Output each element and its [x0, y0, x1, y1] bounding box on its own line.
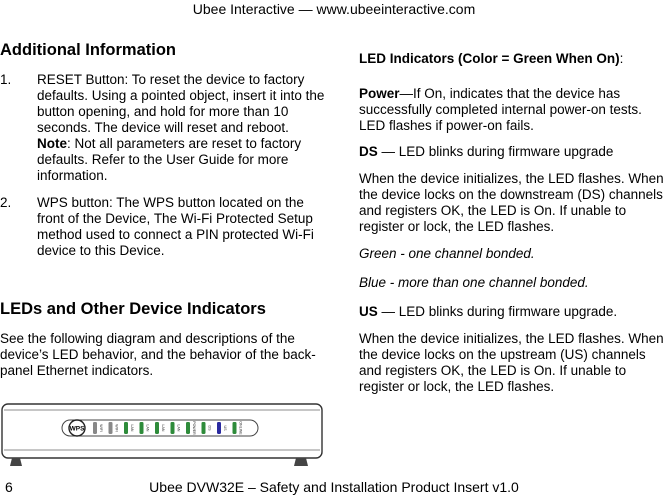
right-column	[359, 51, 664, 395]
reset-description	[37, 72, 326, 184]
led-heading-bold: LED Indicators (Color = Green When On)	[359, 51, 620, 66]
list-item-wps	[0, 195, 326, 259]
leds-heading: LEDs and Other Device Indicators	[0, 300, 266, 318]
led-label: LAN	[161, 424, 165, 432]
reset-text-b: : Not all parameters are reset to factory defaults. Refer to the User Guide for more information.	[37, 136, 302, 183]
page-number: 6	[5, 479, 13, 495]
us-heading	[359, 304, 664, 320]
power-text: —If On, indicates that the device has successfully completed internal power-on tests. LED flashes if power-on fails.	[359, 86, 642, 133]
led-power-6	[186, 422, 190, 434]
wps-button-label: WPS	[69, 425, 85, 433]
page-header: Ubee Interactive — www.ubeeinteractive.com	[192, 1, 476, 17]
led-label: US	[223, 425, 227, 431]
led-lan-4	[155, 422, 159, 434]
led-ds-7	[202, 422, 206, 434]
device-front-panel-diagram	[0, 398, 326, 472]
power-label: Power	[359, 86, 400, 101]
led-us-8	[217, 422, 221, 434]
leds-intro: See the following diagram and descriptions of the device’s LED behavior, and the behavior of the back-panel Ethernet indicators.	[0, 331, 316, 378]
ds-description: When the device initializes, the LED flashes. When the device locks on the downstream (DS) channels and registers OK, the LED is On. If unable to register or lock, the LED flashes.	[359, 171, 664, 234]
led-lan-5	[171, 422, 175, 434]
list-item-reset	[0, 72, 326, 184]
led-label: LAN	[145, 424, 150, 432]
wps-button[interactable]	[69, 420, 85, 436]
led-online-9	[233, 422, 237, 434]
led-label: DS	[207, 425, 212, 431]
led-lan-2	[124, 422, 128, 434]
led-wifi-0	[93, 422, 97, 434]
wps-description: WPS button: The WPS button located on the front of the Device, The Wi-Fi Protected Setup method used to connect a PIN protected Wi-Fi device to this Device.	[37, 195, 314, 258]
reset-text-a: RESET Button: To reset the device to factory defaults. Using a pointed object, insert it into the button opening, and hold for more than 10 seconds. The device will reset and reboot.	[37, 72, 325, 135]
us-label: US	[359, 304, 378, 319]
left-column	[0, 40, 326, 379]
led-strip	[62, 420, 258, 436]
led-label: ONLINE	[238, 421, 243, 435]
led-wifi-1	[109, 422, 113, 434]
device-foot-left	[10, 458, 22, 466]
ds-heading	[359, 144, 664, 160]
page-footer-title: Ubee DVW32E – Safety and Installation Product Insert v1.0	[149, 479, 519, 495]
note-label: Note	[37, 136, 67, 151]
additional-info-heading: Additional Information	[0, 41, 176, 59]
led-label: POWER	[192, 421, 196, 435]
led-label: WIFI	[99, 424, 103, 432]
led-indicators-heading	[359, 51, 664, 67]
green-note: Green - one channel bonded.	[359, 246, 535, 261]
device-foot-right	[294, 458, 308, 466]
blue-note: Blue - more than one channel bonded.	[359, 275, 589, 290]
ds-label: DS	[359, 144, 378, 159]
list-number: 2.	[0, 195, 12, 210]
led-lan-3	[140, 422, 144, 434]
power-description	[359, 86, 664, 134]
led-label: WIFI	[114, 424, 119, 432]
led-heading-tail: :	[619, 51, 624, 66]
us-text: — LED blinks during firmware upgrade.	[377, 304, 618, 319]
ds-text: — LED blinks during firmware upgrade	[377, 144, 614, 159]
led-label: LAN	[130, 424, 134, 432]
led-label: LAN	[176, 424, 181, 432]
us-description: When the device initializes, the LED flashes. When the device locks on the upstream (US) channels and registers OK, the LED is On. If unable to register or lock, the LED flashes.	[359, 331, 664, 394]
list-number: 1.	[0, 72, 12, 87]
